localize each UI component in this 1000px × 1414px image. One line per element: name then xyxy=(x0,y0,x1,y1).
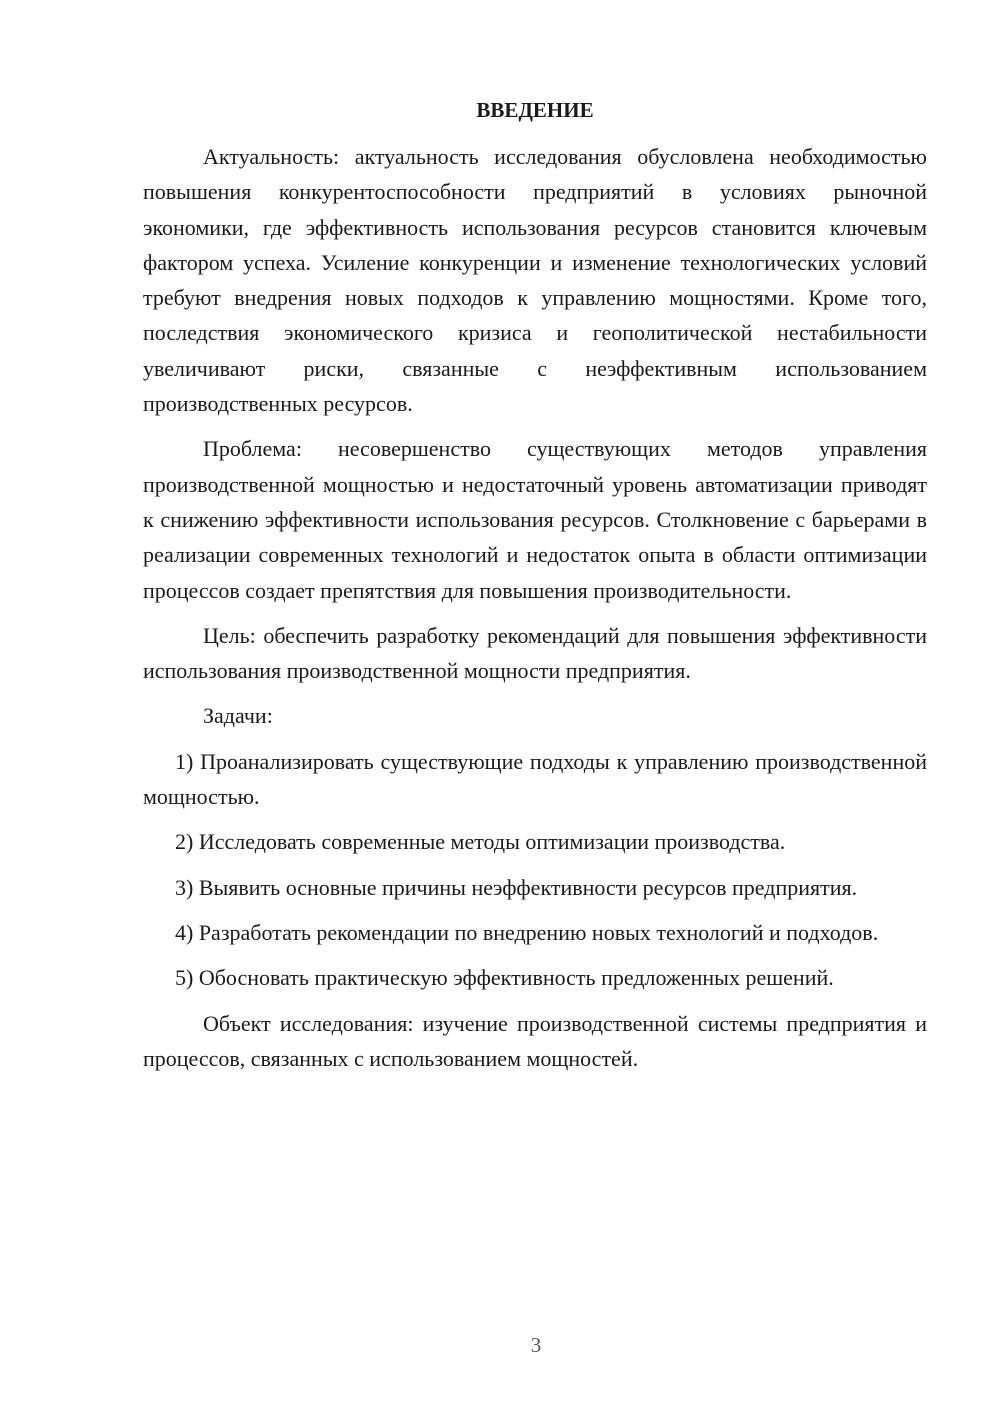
paragraph-object: Объект исследования: изучение производственной системы предприятия и процессов, связанных с использованием мощностей. xyxy=(143,1010,927,1071)
task-item-1: 1) Проанализировать существующие подходы к управлению производственной мощностью. xyxy=(143,748,927,810)
section-title: ВВЕДЕНИЕ xyxy=(476,98,594,122)
page-number: 3 xyxy=(530,1333,542,1357)
paragraph-goal: Цель: обеспечить разработку рекомендаций для повышения эффективности использования производственной мощности предприятия. xyxy=(143,622,927,684)
task-item-3: 3) Выявить основные причины неэффективности ресурсов предприятия. xyxy=(175,874,858,900)
paragraph-tasks-heading: Задачи: xyxy=(203,703,273,729)
paragraph-relevance: Актуальность: актуальность исследования обусловлена необходимостью повышения конкурентоспособности предприятий в условиях рыночной экономики, где эффективность использования ресурсов становится ключевым фактором успеха. Усиление конкуренции и изменение технологических условий требуют внедрения новых подходов к управлению мощностями. Кроме того, последствия экономического кризиса и геополитической нестабильности увеличивают риски, связанные с неэффективным использованием производственных ресурсов. xyxy=(143,144,927,417)
task-item-4: 4) Разработать рекомендации по внедрению новых технологий и подходов. xyxy=(175,919,879,945)
task-item-5: 5) Обосновать практическую эффективность предложенных решений. xyxy=(175,965,834,991)
task-item-2: 2) Исследовать современные методы оптимизации производства. xyxy=(175,829,786,855)
paragraph-problem: Проблема: несовершенство существующих методов управления производственной мощностью и недостаточный уровень автоматизации приводят к снижению эффективности использования ресурсов. Столкновение с барьерами в реализации современных технологий и недостаток опыта в области оптимизации процессов создает препятствия для повышения производительности. xyxy=(143,436,927,603)
page-content xyxy=(143,94,927,1086)
